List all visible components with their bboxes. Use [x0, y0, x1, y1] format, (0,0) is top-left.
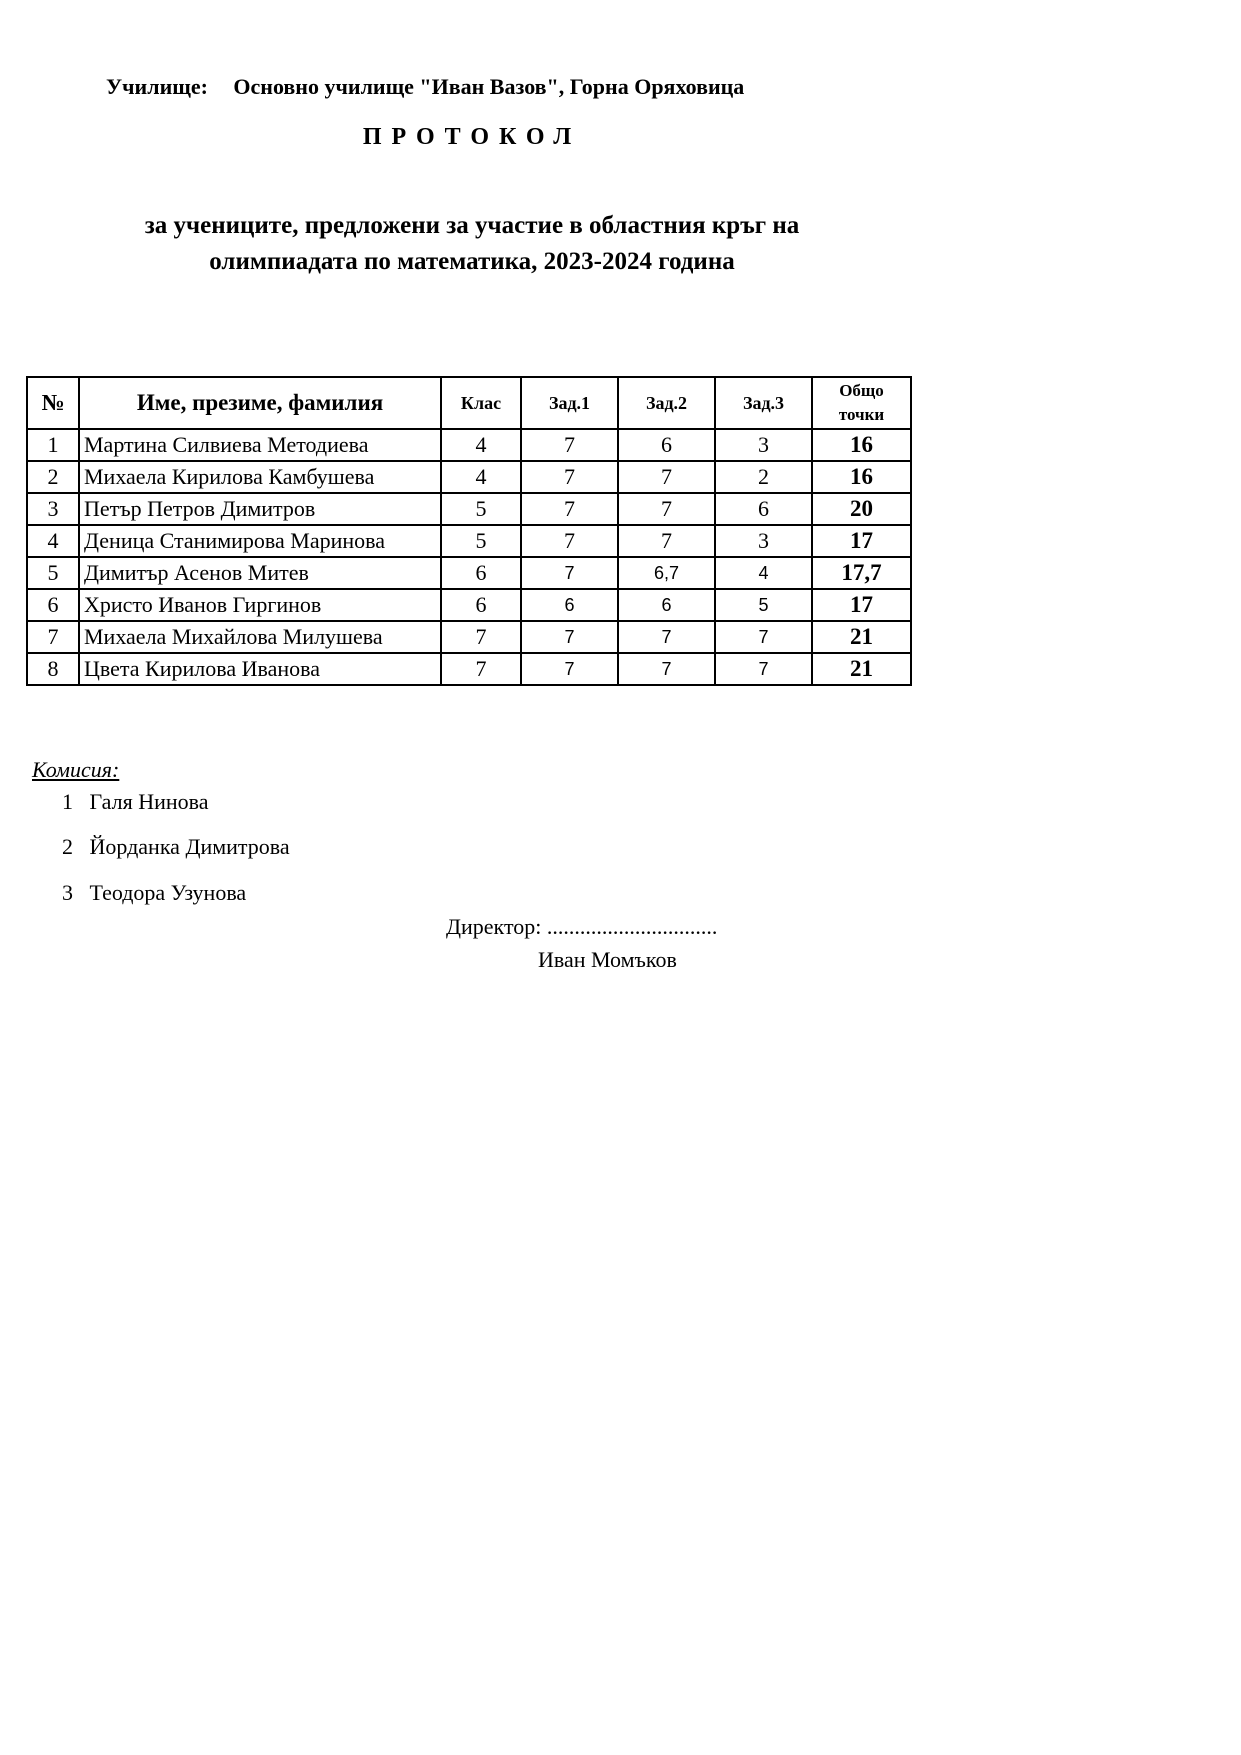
school-label: Училище:	[106, 74, 208, 99]
cell-task3: 5	[715, 589, 812, 621]
cell-grade: 7	[441, 621, 521, 653]
cell-task3: 7	[715, 621, 812, 653]
cell-num: 5	[27, 557, 79, 589]
cell-task1: 7	[521, 557, 618, 589]
cell-total: 17,7	[812, 557, 911, 589]
member-number: 3	[62, 880, 73, 905]
cell-total: 16	[812, 461, 911, 493]
table-row	[27, 525, 911, 557]
cell-num: 4	[27, 525, 79, 557]
commission-label: Комисия:	[32, 757, 120, 782]
cell-task2: 6	[618, 429, 715, 461]
header-total-line-1: Общо	[839, 381, 884, 400]
member-name: Теодора Узунова	[89, 880, 247, 905]
cell-task2: 7	[618, 461, 715, 493]
cell-task1: 7	[521, 429, 618, 461]
cell-task2: 7	[618, 493, 715, 525]
cell-name: Димитър Асенов Митев	[79, 557, 441, 589]
cell-task2: 6	[618, 589, 715, 621]
cell-task3: 3	[715, 429, 812, 461]
cell-grade: 7	[441, 653, 521, 685]
subtitle-line-2: олимпиадата по математика, 2023-2024 година	[209, 248, 735, 275]
header-total	[812, 377, 911, 429]
cell-name: Михаела Михайлова Милушева	[79, 621, 441, 653]
member-number: 1	[62, 789, 73, 814]
cell-num: 3	[27, 493, 79, 525]
cell-task3: 4	[715, 557, 812, 589]
member-name: Йорданка Димитрова	[89, 834, 290, 859]
cell-name: Цвета Кирилова Иванова	[79, 653, 441, 685]
cell-total: 16	[812, 429, 911, 461]
cell-task3: 3	[715, 525, 812, 557]
commission-member	[62, 789, 209, 815]
cell-task2: 7	[618, 525, 715, 557]
cell-grade: 4	[441, 461, 521, 493]
school-name: Основно училище "Иван Вазов", Горна Оряховица	[233, 74, 745, 99]
cell-task1: 7	[521, 621, 618, 653]
subtitle-line-1: за учениците, предложени за участие в областния кръг на	[144, 212, 800, 239]
cell-grade: 4	[441, 429, 521, 461]
cell-task3: 7	[715, 653, 812, 685]
results-table	[26, 376, 912, 686]
school-line	[106, 74, 744, 100]
cell-task1: 7	[521, 653, 618, 685]
document-title: ПРОТОКОЛ	[362, 124, 582, 150]
table-row	[27, 653, 911, 685]
cell-num: 6	[27, 589, 79, 621]
cell-num: 7	[27, 621, 79, 653]
cell-total: 20	[812, 493, 911, 525]
cell-task1: 6	[521, 589, 618, 621]
member-name: Галя Нинова	[89, 789, 209, 814]
header-task1: Зад.1	[521, 377, 618, 429]
document-subtitle	[0, 208, 944, 280]
cell-grade: 5	[441, 493, 521, 525]
cell-total: 21	[812, 653, 911, 685]
table-row	[27, 429, 911, 461]
table-header-row	[27, 377, 911, 429]
cell-name: Деница Станимирова Маринова	[79, 525, 441, 557]
commission-member	[62, 880, 246, 906]
cell-num: 1	[27, 429, 79, 461]
cell-task2: 6,7	[618, 557, 715, 589]
cell-task1: 7	[521, 461, 618, 493]
cell-name: Мартина Силвиева Методиева	[79, 429, 441, 461]
cell-grade: 6	[441, 557, 521, 589]
member-number: 2	[62, 834, 73, 859]
cell-total: 17	[812, 589, 911, 621]
cell-grade: 6	[441, 589, 521, 621]
table-row	[27, 557, 911, 589]
cell-task2: 7	[618, 621, 715, 653]
table-row	[27, 461, 911, 493]
commission-member	[62, 834, 290, 860]
header-task2: Зад.2	[618, 377, 715, 429]
table-row	[27, 589, 911, 621]
header-total-line-2: точки	[838, 405, 885, 424]
director-name: Иван Момъков	[538, 947, 677, 972]
director-signature-line: Директор: ...............................	[446, 914, 718, 939]
header-task3: Зад.3	[715, 377, 812, 429]
cell-task1: 7	[521, 493, 618, 525]
cell-name: Михаела Кирилова Камбушева	[79, 461, 441, 493]
cell-total: 17	[812, 525, 911, 557]
cell-task1: 7	[521, 525, 618, 557]
table-row	[27, 621, 911, 653]
cell-num: 2	[27, 461, 79, 493]
cell-num: 8	[27, 653, 79, 685]
cell-name: Петър Петров Димитров	[79, 493, 441, 525]
cell-task2: 7	[618, 653, 715, 685]
header-name: Име, презиме, фамилия	[79, 377, 441, 429]
cell-name: Христо Иванов Гиргинов	[79, 589, 441, 621]
header-num: №	[27, 377, 79, 429]
cell-task3: 2	[715, 461, 812, 493]
cell-total: 21	[812, 621, 911, 653]
cell-task3: 6	[715, 493, 812, 525]
table-row	[27, 493, 911, 525]
header-grade: Клас	[441, 377, 521, 429]
cell-grade: 5	[441, 525, 521, 557]
results-body	[27, 429, 911, 685]
